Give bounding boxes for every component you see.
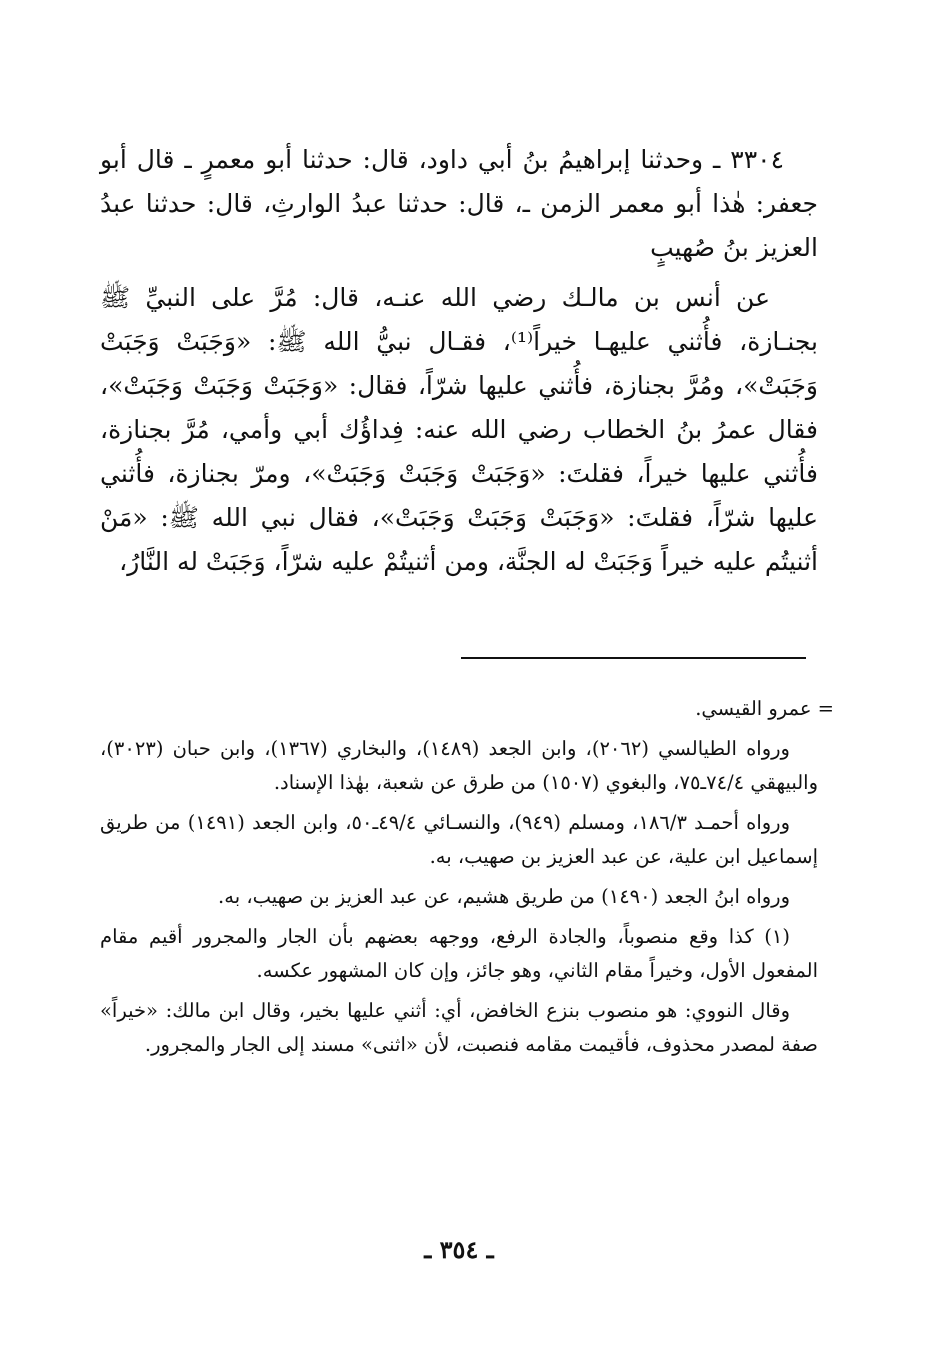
page-number: ـ ٣٥٤ ـ: [424, 1235, 494, 1264]
hadith-text: عن أنس بن مالـك رضي الله عنـه، قال: مُرَّ على النبيِّ ﷺ بجنـازة، فأُثني عليهـا خيراً⁽¹⁾، فقـال نبيُّ الله ﷺ: «وَجَبَتْ وَجَبَتْ وَجَبَتْ»، ومُرَّ بجنازة، فأُثني عليها شرّاً، فقال: «وَجَبَتْ وَجَبَتْ وَجَبَتْ»، فقال عمرُ بنُ الخطاب رضي الله عنه: فِداؤُك أبي وأمي، مُرَّ بجنازة، فأُثني عليها خيراً، فقلتَ: «وَجَبَتْ وَجَبَتْ وَجَبَتْ»، ومرّ بجنازة، فأُثني عليها شرّاً، فقلتَ: «وَجَبَتْ وَجَبَتْ وَجَبَتْ»، فقال نبي الله ﷺ: «مَنْ أثنيتُم عليه خيراً وَجَبَتْ له الجنَّة، ومن أثنيتُمْ عليه شرّاً، وَجَبَتْ له النَّارُ،: [100, 283, 818, 576]
footnote-takhrij-1: ورواه الطيالسي (٢٠٦٢)، وابن الجعد (١٤٨٩)، والبخاري (١٣٦٧)، وابن حبان (٣٠٢٣)، والبيهقي ٧٤/٤ـ٧٥، والبغوي (١٥٠٧) من طرق عن شعبة، بهٰذا الإسناد.: [100, 737, 818, 794]
book-page: [100, 0, 834, 1363]
footnote-separator: [461, 657, 806, 659]
footnote-1-continued: وقال النووي: هو منصوب بنزع الخافض، أي: أثني عليها بخير، وقال ابن مالك: «خيراً» صفة لمصدر محذوف، فأقيمت مقامه فنصبت، لأن «اثنى» مسند إلى الجار والمجرور.: [100, 999, 818, 1056]
footnotes: [100, 692, 834, 1068]
main-text: [100, 138, 818, 584]
footnote-takhrij-2: ورواه أحمـد ١٨٦/٣، ومسلم (٩٤٩)، والنسـائي ٤٩/٤ـ٥٠، وابن الجعد (١٤٩١) من طريق إسماعيل ابن علية، عن عبد العزيز بن صهيب، به.: [100, 811, 818, 868]
hadith-chain: ٣٣٠٤ ـ وحدثنا إبراهيمُ بنُ أبي داود، قال: حدثنا أبو معمرٍ ـ قال أبو جعفر: هٰذا أبو معمر الزمن ـ، قال: حدثنا عبدُ الوارثِ، قال: حدثنا عبدُ العزيز بنُ صُهيبٍ: [100, 145, 818, 262]
footnote-takhrij-3: ورواه ابنُ الجعد (١٤٩٠) من طريق هشيم، عن عبد العزيز بن صهيب، به.: [218, 885, 790, 908]
footnote-1: (١) كذا وقع منصوباً، والجادة الرفع، ووجهه بعضهم بأن الجار والمجرور أقيم مقام المفعول الأول، وخيراً مقام الثاني، وهو جائز، وإن كان المشهور عكسه.: [100, 925, 818, 982]
footnote-continued: = عمرو القيسي.: [695, 697, 834, 720]
